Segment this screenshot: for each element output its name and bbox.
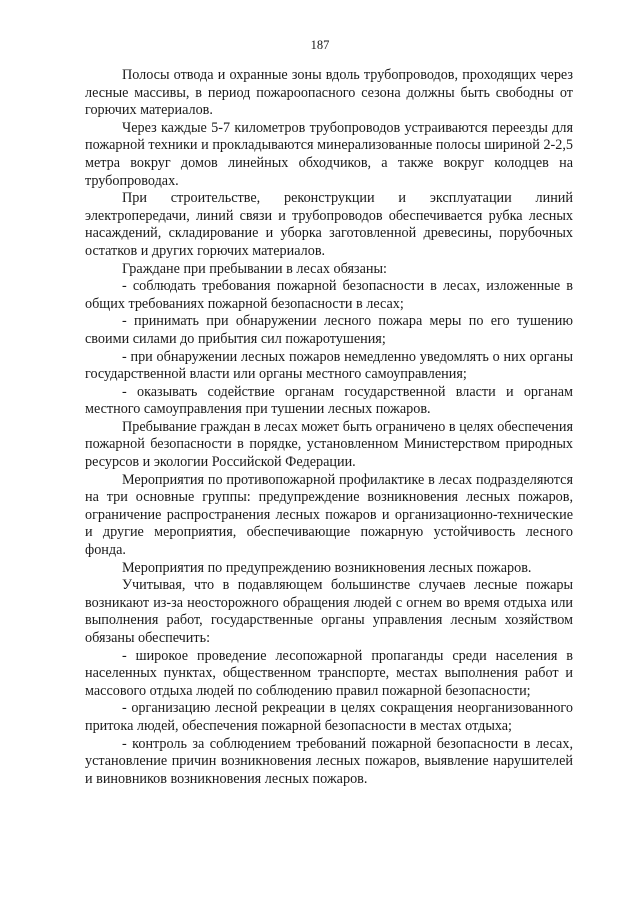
list-item-propaganda: - широкое проведение лесопожарной пропаганды среди населения в населенных пунктах, общественном транспорте, местах выполнения работ и массового отдыха людей по соблюдению правил пожарной безопасности; xyxy=(85,647,573,699)
list-item-observe-requirements: - соблюдать требования пожарной безопасности в лесах, изложенные в общих требованиях пожарной безопасности в лесах; xyxy=(85,278,573,312)
paragraph-stay-restriction: Пребывание граждан в лесах может быть ограничено в целях обеспечения пожарной безопасности в порядке, установленном Министерством природных ресурсов и экологии Российской Федерации. xyxy=(85,418,573,471)
list-item-control: - контроль за соблюдением требований пожарной безопасности в лесах, установление причин возникновения лесных пожаров, выявление нарушителей и виновников возникновения лесных пожаров. xyxy=(85,735,573,787)
page-number: 187 xyxy=(310,38,330,52)
paragraph-prevention-groups: Мероприятия по противопожарной профилактике в лесах подразделяются на три основные группы: предупреждение возникновения лесных пожаров, ограничение распространения лесных пожаров и организационно-технические и другие мероприятия, обеспечивающие пожарную устойчивость лесного фонда. xyxy=(85,471,573,559)
paragraph-row-corridors: Полосы отвода и охранные зоны вдоль трубопроводов, проходящих через лесные массивы, в период пожароопасного сезона должны быть свободны от горючих материалов. xyxy=(85,67,573,119)
paragraph-crossings: Через каждые 5-7 километров трубопроводов устраиваются переезды для пожарной техники и прокладываются минерализованные полосы шириной 2-2,5 метра вокруг домов линейных обходчиков, а также вокруг колодцев на трубопроводах. xyxy=(85,119,573,189)
list-item-notify: - при обнаружении лесных пожаров немедленно уведомлять о них органы государственной власти или органы местного самоуправления; xyxy=(85,348,573,383)
paragraph-citizen-duties-heading: Граждане при пребывании в лесах обязаны: xyxy=(122,260,387,277)
paragraph-authorities-obligations: Учитывая, что в подавляющем большинстве случаев лесные пожары возникают из-за неосторожного обращения людей с огнем во время отдыха или выполнения работ, государственные органы управления лесным хозяйством обязаны обеспечить: xyxy=(85,577,573,646)
paragraph-prevention-measures-heading: Мероприятия по предупреждению возникновения лесных пожаров. xyxy=(122,559,532,576)
list-item-extinguish: - принимать при обнаружении лесного пожара меры по его тушению своими силами до прибытия сил пожаротушения; xyxy=(85,313,573,347)
list-item-assist: - оказывать содействие органам государственной власти и органам местного самоуправления при тушении лесных пожаров. xyxy=(85,383,573,418)
document-body xyxy=(85,67,573,788)
paragraph-construction: При строительстве, реконструкции и эксплуатации линий электропередачи, линий связи и трубопроводов обеспечивается рубка лесных насаждений, складирование и уборка заготовленной древесины, порубочных остатков и других горючих материалов. xyxy=(85,190,573,259)
list-item-recreation: - организацию лесной рекреации в целях сокращения неорганизованного притока людей, обеспечения пожарной безопасности в местах отдыха; xyxy=(85,700,573,734)
